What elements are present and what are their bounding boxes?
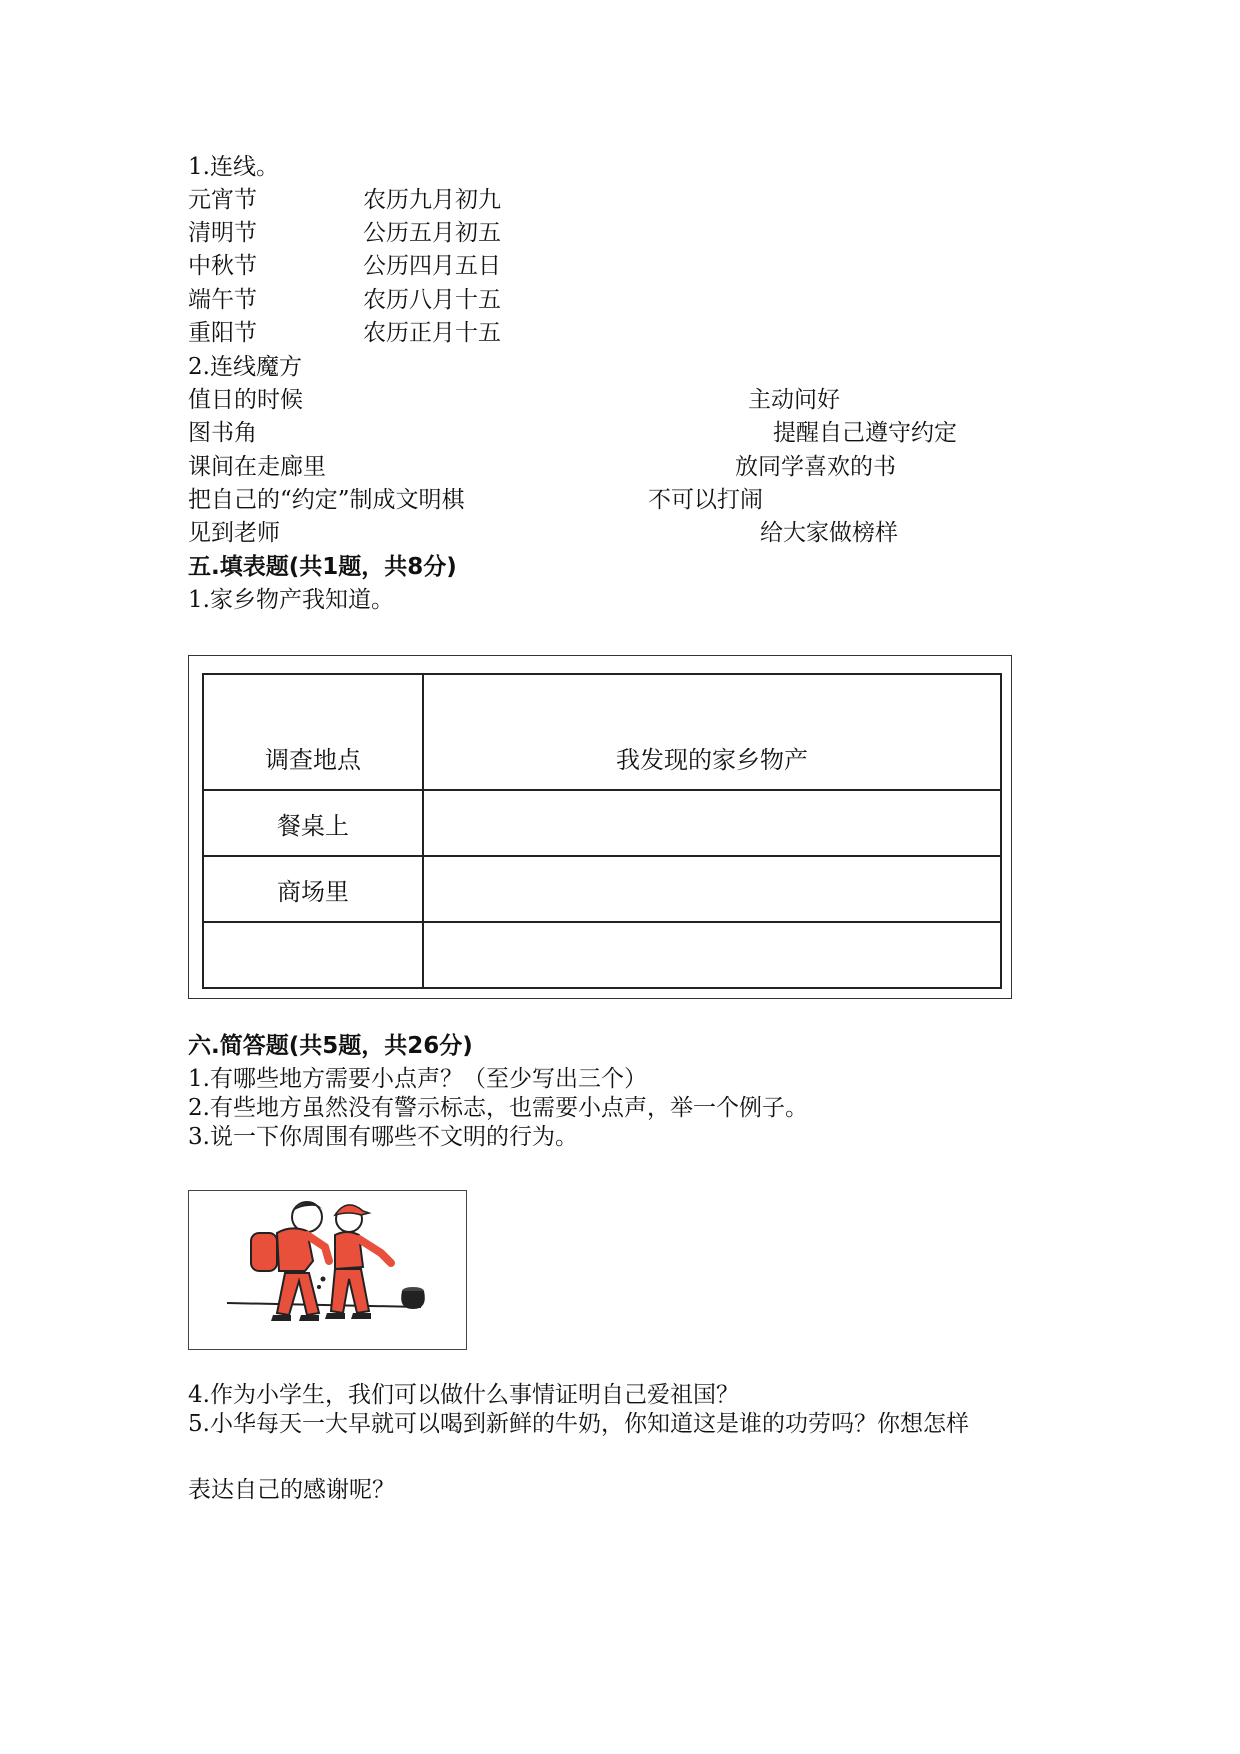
right-boy-figure <box>325 1205 391 1319</box>
litter-drop <box>321 1277 326 1282</box>
match-right-item: 公历五月初五 <box>363 220 501 246</box>
table-header-cell: 调查地点 <box>203 674 423 790</box>
match-right-item: 提醒自己遵守约定 <box>773 420 957 446</box>
left-boy-figure <box>271 1202 329 1321</box>
answer-cell[interactable] <box>203 922 423 988</box>
answer-cell[interactable] <box>423 856 1001 922</box>
match-right-item: 放同学喜欢的书 <box>735 454 896 480</box>
question-text: 3.说一下你周围有哪些不文明的行为。 <box>188 1124 578 1150</box>
question-text: 4.作为小学生，我们可以做什么事情证明自己爱祖国？ <box>188 1382 739 1408</box>
table-header-row <box>203 674 1001 790</box>
table-row <box>203 856 1001 922</box>
illustration-two-boys-littering <box>188 1190 467 1350</box>
ground-line <box>227 1303 421 1307</box>
match-left-item: 清明节 <box>188 220 257 246</box>
section-heading: 五.填表题(共1题，共8分) <box>188 554 457 580</box>
match-right-item: 给大家做榜样 <box>760 520 898 546</box>
illustration-svg <box>189 1191 467 1350</box>
match-left-item: 重阳节 <box>188 320 257 346</box>
question-text: 2.有些地方虽然没有警示标志，也需要小点声，举一个例子。 <box>188 1095 808 1121</box>
q1-title: 1.连线。 <box>188 154 279 180</box>
question-text: 表达自己的感谢呢？ <box>188 1477 395 1503</box>
match-left-item: 元宵节 <box>188 187 257 213</box>
match-right-item: 农历正月十五 <box>363 320 501 346</box>
match-left-item: 端午节 <box>188 287 257 313</box>
table-cell: 商场里 <box>203 856 423 922</box>
match-left-item: 见到老师 <box>188 520 280 546</box>
match-right-item: 农历九月初九 <box>363 187 501 213</box>
answer-cell[interactable] <box>423 790 1001 856</box>
question-text: 5.小华每天一大早就可以喝到新鲜的牛奶，你知道这是谁的功劳吗？你想怎样 <box>188 1411 969 1437</box>
q2-title: 2.连线魔方 <box>188 354 302 380</box>
match-right-item: 公历四月五日 <box>363 253 501 279</box>
table-header-cell: 我发现的家乡物产 <box>423 674 1001 790</box>
match-left-item: 把自己的“约定”制成文明棋 <box>188 487 465 513</box>
survey-table <box>202 673 1002 989</box>
match-right-item: 主动问好 <box>748 387 840 413</box>
match-left-item: 值日的时候 <box>188 387 303 413</box>
table-row <box>203 790 1001 856</box>
match-right-item: 农历八月十五 <box>363 287 501 313</box>
backpack <box>251 1233 277 1271</box>
match-left-item: 课间在走廊里 <box>188 454 326 480</box>
table-cell: 餐桌上 <box>203 790 423 856</box>
match-left-item: 图书角 <box>188 420 257 446</box>
answer-cell[interactable] <box>423 922 1001 988</box>
match-left-item: 中秋节 <box>188 253 257 279</box>
match-right-item: 不可以打闹 <box>648 487 763 513</box>
question-text: 1.家乡物产我知道。 <box>188 587 394 613</box>
table-row <box>203 922 1001 988</box>
litter-drop <box>317 1285 321 1289</box>
question-text: 1.有哪些地方需要小点声？（至少写出三个） <box>188 1066 647 1092</box>
section-heading: 六.简答题(共5题，共26分) <box>188 1033 473 1059</box>
jar <box>401 1287 425 1309</box>
